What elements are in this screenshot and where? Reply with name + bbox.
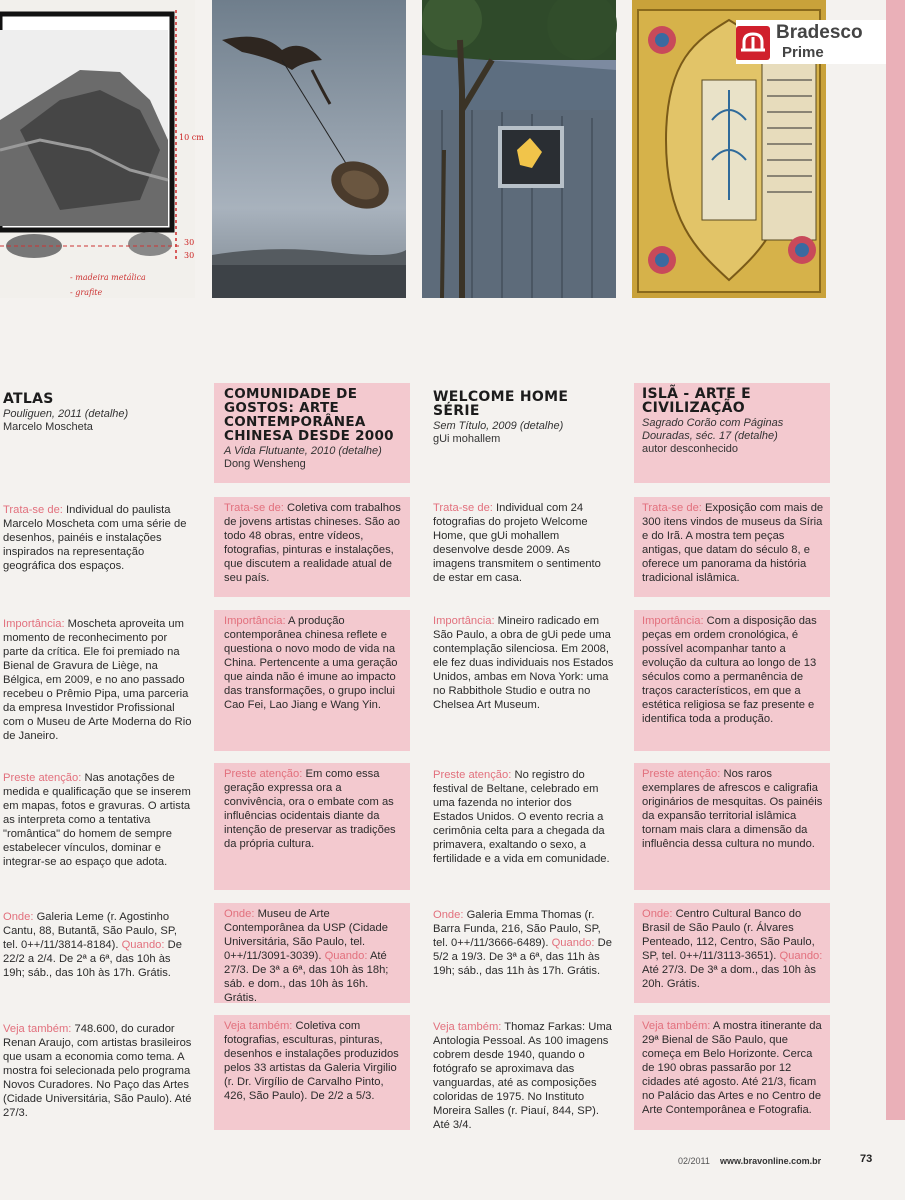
work-caption: Sagrado Corão com Páginas Douradas, séc. 17 (detalhe): [642, 417, 784, 442]
exhibit-title: ATLAS: [3, 391, 54, 407]
section-see-also: [634, 1015, 830, 1130]
label-where: Onde:: [3, 911, 34, 923]
footer-site[interactable]: www.bravonline.com.br: [720, 1156, 822, 1166]
section-where: [634, 903, 830, 1003]
svg-text:10 cm: 10 cm: [179, 133, 204, 142]
svg-text:- madeira metálica: - madeira metálica: [70, 273, 146, 282]
text-attention: Nas anotações de medida e qualificação que se inserem em mapas, fotos e gravuras. O artista as interpreta como a tentativa "romântica" do homem de sempre estabelecer vínculos, dominar e integrar-se ao espaço que adota.: [3, 772, 191, 868]
text-about: Coletiva com trabalhos de jovens artistas chineses. São ao todo 48 obras, entre vídeos, fotografias, pinturas e instalações, que discutem a realidade atual de seu país.: [224, 502, 401, 584]
text-importance: Moscheta aproveita um momento de reconhecimento por parte da crítica. Ele foi premiado na Bienal de Gravura de Liège, na Bélgica, em 2009, e no ano passado recebeu o Prêmio Pipa, uma parceria da empresa Investidor Profissional com o Museu de Arte Moderna do Rio de Janeiro.: [3, 618, 192, 742]
text-when: Até 27/3. De 3ª a 6ª, das 10h às 18h; sáb. e dom., das 10h às 16h. Grátis.: [224, 950, 389, 1004]
label-see-also: Veja também:: [224, 1020, 293, 1032]
page-number: 73: [860, 1153, 873, 1165]
text-see-also: A mostra itinerante da 29ª Bienal de São Paulo, que começa em Belo Horizonte. Cerca de 190 obras passarão por 12 cidades até agosto. Até 21/3, ficam no Palácio das Artes e no Centro de Arte Contemporânea e Fotografia.: [642, 1020, 822, 1116]
label-about: Trata-se de:: [224, 502, 284, 514]
brand-name: Bradesco: [776, 22, 863, 43]
text-about: Individual do paulista Marcelo Moscheta com uma série de desenhos, painéis e instalações inspirados na representação geográfica dos espaços.: [3, 504, 187, 572]
section-see-also: [0, 1018, 200, 1138]
text-where: Museu de Arte Contemporânea da USP (Cidade Universitária, São Paulo, tel. 0++/11/3091-3039).: [224, 908, 388, 962]
label-when: Quando:: [121, 939, 165, 951]
bradesco-prime-logo: [736, 20, 886, 64]
section-about: [425, 497, 621, 597]
bradesco-logo-icon: [736, 26, 770, 60]
label-importance: Importância:: [224, 615, 286, 627]
work-caption: A Vida Flutuante, 2010 (detalhe): [224, 445, 382, 457]
brand-tier: Prime: [782, 44, 824, 61]
label-when: Quando:: [779, 950, 823, 962]
label-about: Trata-se de:: [3, 504, 63, 516]
label-attention: Preste atenção:: [224, 768, 303, 780]
text-importance: A produção contemporânea chinesa reflete e questiona o novo modo de vida na China. Pertencente a uma geração que ainda não é imune ao impacto das transformações, o grupo inclui Cao Fei, Lao Jiang e Wang Yin.: [224, 615, 398, 711]
text-see-also: Coletiva com fotografias, esculturas, pinturas, desenhos e instalações produzidos pelos 33 artistas da Galeria Virgilio (r. Dr. Virgílio de Carvalho Pinto, 426, São Paulo). De 2/2 a 5/3.: [224, 1020, 399, 1102]
artist-name: Dong Wensheng: [224, 458, 306, 470]
photo-floating-life: [212, 0, 406, 298]
text-importance: Com a disposição das peças em ordem cronológica, é possível acompanhar tanto a evolução da cultura ao longo de 13 séculos como a permanência de traços característicos, em que a estética religiosa se faz presente e identifica toda a produção.: [642, 615, 817, 725]
text-see-also: 748.600, do curador Renan Araujo, com artistas brasileiros que usam a economia como tema. A mostra foi selecionada pelo programa Novos Curadores. No Paço das Artes (Cidade Universitária, São Paulo). Até 27/3.: [3, 1023, 192, 1119]
section-importance: [214, 610, 410, 751]
section-see-also: [425, 1016, 621, 1131]
text-when: De 22/2 a 2/4. De 2ª a 6ª, das 10h às 19h; sáb., das 10h às 17h. Grátis.: [3, 939, 182, 979]
work-caption: Pouliguen, 2011 (detalhe): [3, 408, 129, 420]
section-importance: [425, 610, 621, 730]
text-when: De 5/2 a 19/3. De 3ª a 6ª, das 11h às 19h; sáb., das 11h às 17h. Grátis.: [433, 937, 612, 977]
label-importance: Importância:: [3, 618, 65, 630]
section-where: [0, 906, 200, 994]
section-about: [634, 497, 830, 597]
label-see-also: Veja também:: [433, 1021, 502, 1033]
text-attention: No registro do festival de Beltane, celebrado em uma fazenda no interior dos Estados Unidos. O evento recria a cerimônia celta para a chegada da primavera, exaltando o sexo, a fertilidade e a vida em comunidade.: [433, 769, 610, 865]
text-see-also: Thomaz Farkas: Uma Antologia Pessoal. As 100 imagens cobrem desde 1940, quando o fotógrafo se aproximava das vanguardas, até as composições coloridas de 1975. No Instituto Moreira Salles (r. Piauí, 844, SP). Até 3/4.: [433, 1021, 612, 1131]
exhibit-title: WELCOME HOME SÉRIE: [433, 389, 569, 419]
artist-name: autor desconhecido: [642, 443, 739, 455]
text-where: Galeria Leme (r. Agostinho Cantu, 88, Butantã, São Paulo, SP, tel. 0++/11/3814-8184).: [3, 911, 177, 951]
section-about: [214, 497, 410, 597]
text-where: Centro Cultural Banco do Brasil de São Paulo (r. Álvares Penteado, 112, Centro, São Paulo, SP, tel. 0++/11/3113-3651).: [642, 908, 815, 962]
section-attention: [0, 767, 200, 877]
artist-name: Marcelo Moscheta: [3, 421, 93, 433]
photo-welcome-home: [422, 0, 616, 298]
svg-text:30: 30: [184, 251, 195, 260]
artist-name: gUi mohallem: [433, 433, 501, 445]
page-edge-strip: [886, 0, 905, 1120]
svg-text:30: 30: [184, 238, 195, 247]
label-when: Quando:: [324, 950, 368, 962]
label-attention: Preste atenção:: [3, 772, 82, 784]
label-attention: Preste atenção:: [433, 769, 512, 781]
text-importance: Mineiro radicado em São Paulo, a obra de gUi pede uma contemplação silenciosa. Em 2008, ele fez duas individuais nos Estados Unidos, ambas em Nova York: uma no Rabbithole Studio e outra no Chelsea Art Museum.: [433, 615, 614, 711]
svg-text:- grafite: - grafite: [70, 288, 103, 297]
section-attention: [214, 763, 410, 890]
label-about: Trata-se de:: [433, 502, 493, 514]
section-importance: [634, 610, 830, 751]
header-welcome-home: [425, 386, 621, 446]
label-when: Quando:: [551, 937, 595, 949]
label-importance: Importância:: [642, 615, 704, 627]
label-where: Onde:: [433, 909, 464, 921]
text-attention: Nos raros exemplares de afrescos e caligrafia originários de mesquitas. Os painéis da expansão territorial islâmica tornam mais clara a dimensão da influência dessa cultura no mundo.: [642, 768, 823, 850]
header-comunidade: [214, 383, 410, 483]
label-importance: Importância:: [433, 615, 495, 627]
text-attention: Em como essa geração expressa ora a convivência, ora o embate com as influências ocidentais diante da intenção de preservar as tradições da própria cultura.: [224, 768, 396, 850]
section-about: [0, 499, 200, 584]
work-caption: Sem Título, 2009 (detalhe): [433, 420, 564, 432]
label-where: Onde:: [224, 908, 255, 920]
text-about: Exposição com mais de 300 itens vindos de museus da Síria e do Irã. A mostra tem peças antigas, que datam do século 8, e oferece um panorama da história tradicional islâmica.: [642, 502, 824, 584]
text-about: Individual com 24 fotografias do projeto Welcome Home, que gUi mohallem desenvolve desde 2009. As imagens transmitem o sentimento de estar em casa.: [433, 502, 601, 584]
label-about: Trata-se de:: [642, 502, 702, 514]
exhibit-title: ISLÃ - ARTE E CIVILIZAÇÃO: [642, 386, 752, 416]
section-where: [425, 904, 621, 999]
label-attention: Preste atenção:: [642, 768, 721, 780]
section-importance: [0, 613, 200, 743]
section-where: [214, 903, 410, 1003]
exhibit-title: COMUNIDADE DE GOSTOS: ARTE CONTEMPORÂNEA CHINESA DESDE 2000: [224, 386, 394, 444]
header-isla: [634, 383, 830, 483]
text-where: Galeria Emma Thomas (r. Barra Funda, 216, São Paulo, SP, tel. 0++/11/3666-6489).: [433, 909, 601, 949]
label-where: Onde:: [642, 908, 673, 920]
section-attention: [425, 764, 621, 884]
label-see-also: Veja também:: [642, 1020, 711, 1032]
section-attention: [634, 763, 830, 890]
footer-issue: 02/2011: [678, 1156, 710, 1166]
header-atlas: [0, 388, 200, 438]
section-see-also: [214, 1015, 410, 1130]
text-when: Até 27/3. De 3ª a dom., das 10h às 20h. Grátis.: [642, 964, 816, 990]
label-see-also: Veja também:: [3, 1023, 72, 1035]
photo-atlas: [0, 0, 204, 298]
